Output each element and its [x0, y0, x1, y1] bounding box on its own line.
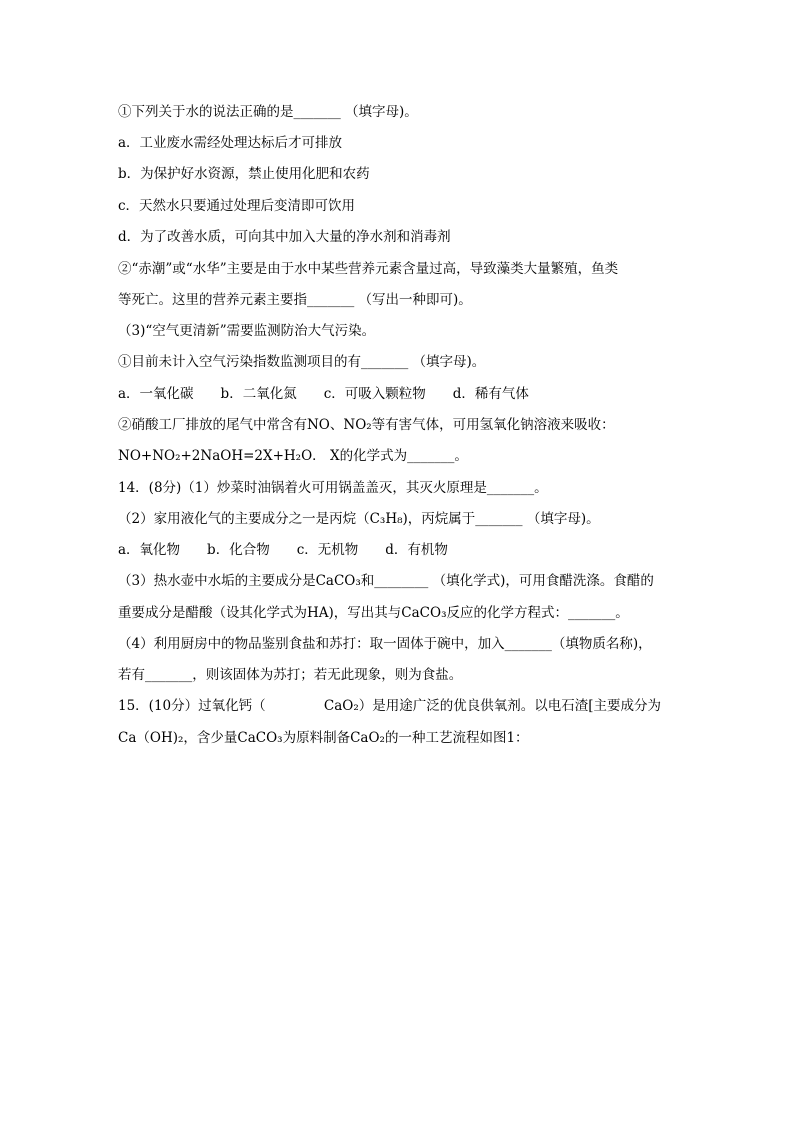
propane-question: （2）家用液化气的主要成分之一是丙烷（C₃H₈)，丙烷属于_______ （填字母)。	[118, 511, 600, 527]
option-c: c．天然水只要通过处理后变清即可饮用	[118, 198, 356, 214]
question-13-water-prompt: ①下列关于水的说法正确的是_______ （填字母)。	[118, 104, 418, 120]
kitchen-question-continued: 若有_______，则该固体为苏打；若无此现象，则为食盐。	[118, 667, 463, 683]
option-a: a．工业废水需经处理达标后才可排放	[118, 135, 343, 151]
air-pollution-question: ①目前未计入空气污染指数监测项目的有_______ （填字母)。	[118, 354, 486, 370]
red-tide-question: ②“赤潮”或“水华”主要是由于水中某些营养元素含量过高，导致藻类大量繁殖，鱼类	[118, 261, 619, 277]
scale-question: （3）热水壶中水垢的主要成分是CaCO₃和________ （填化学式)，可用食醋洗涤。食醋的	[118, 573, 654, 589]
scale-question-continued: 重要成分是醋酸（设其化学式为HA)，写出其与CaCO₃反应的化学方程式：_______。	[118, 605, 629, 621]
air-options: a．一氧化碳 b．二氧化氮 c．可吸入颗粒物 d．稀有气体	[118, 386, 529, 402]
kitchen-question: （4）利用厨房中的物品鉴别食盐和苏打：取一固体于碗中，加入_______（填物质名称)，	[118, 636, 652, 652]
chemical-equation: NO+NO₂+2NaOH=2X+H₂O． X的化学式为_______。	[118, 448, 468, 464]
option-d: d．为了改善水质，可向其中加入大量的净水剂和消毒剂	[118, 229, 451, 245]
red-tide-question-continued: 等死亡。这里的营养元素主要指_______ （写出一种即可)。	[118, 292, 472, 308]
option-b: b．为保护好水资源，禁止使用化肥和农药	[118, 166, 370, 182]
question-14-heading: 14．(8分)（1）炒菜时油锅着火可用锅盖盖灭，其灭火原理是_______。	[118, 480, 548, 496]
question-15-heading: 15．(10分）过氧化钙（ CaO₂）是用途广泛的优良供氧剂。以电石渣[主要成分为	[118, 698, 662, 714]
question-15-continued: Ca（OH)₂，含少量CaCO₃为原料制备CaO₂的一种工艺流程如图1：	[118, 730, 529, 746]
propane-options: a．氧化物 b．化合物 c．无机物 d．有机物	[118, 542, 448, 558]
air-section-heading: （3)“空气更清新”需要监测防治大气污染。	[118, 323, 376, 339]
nitric-acid-question: ②硝酸工厂排放的尾气中常含有NO、NO₂等有害气体，可用氢氧化钠溶液来吸收：	[118, 417, 615, 433]
